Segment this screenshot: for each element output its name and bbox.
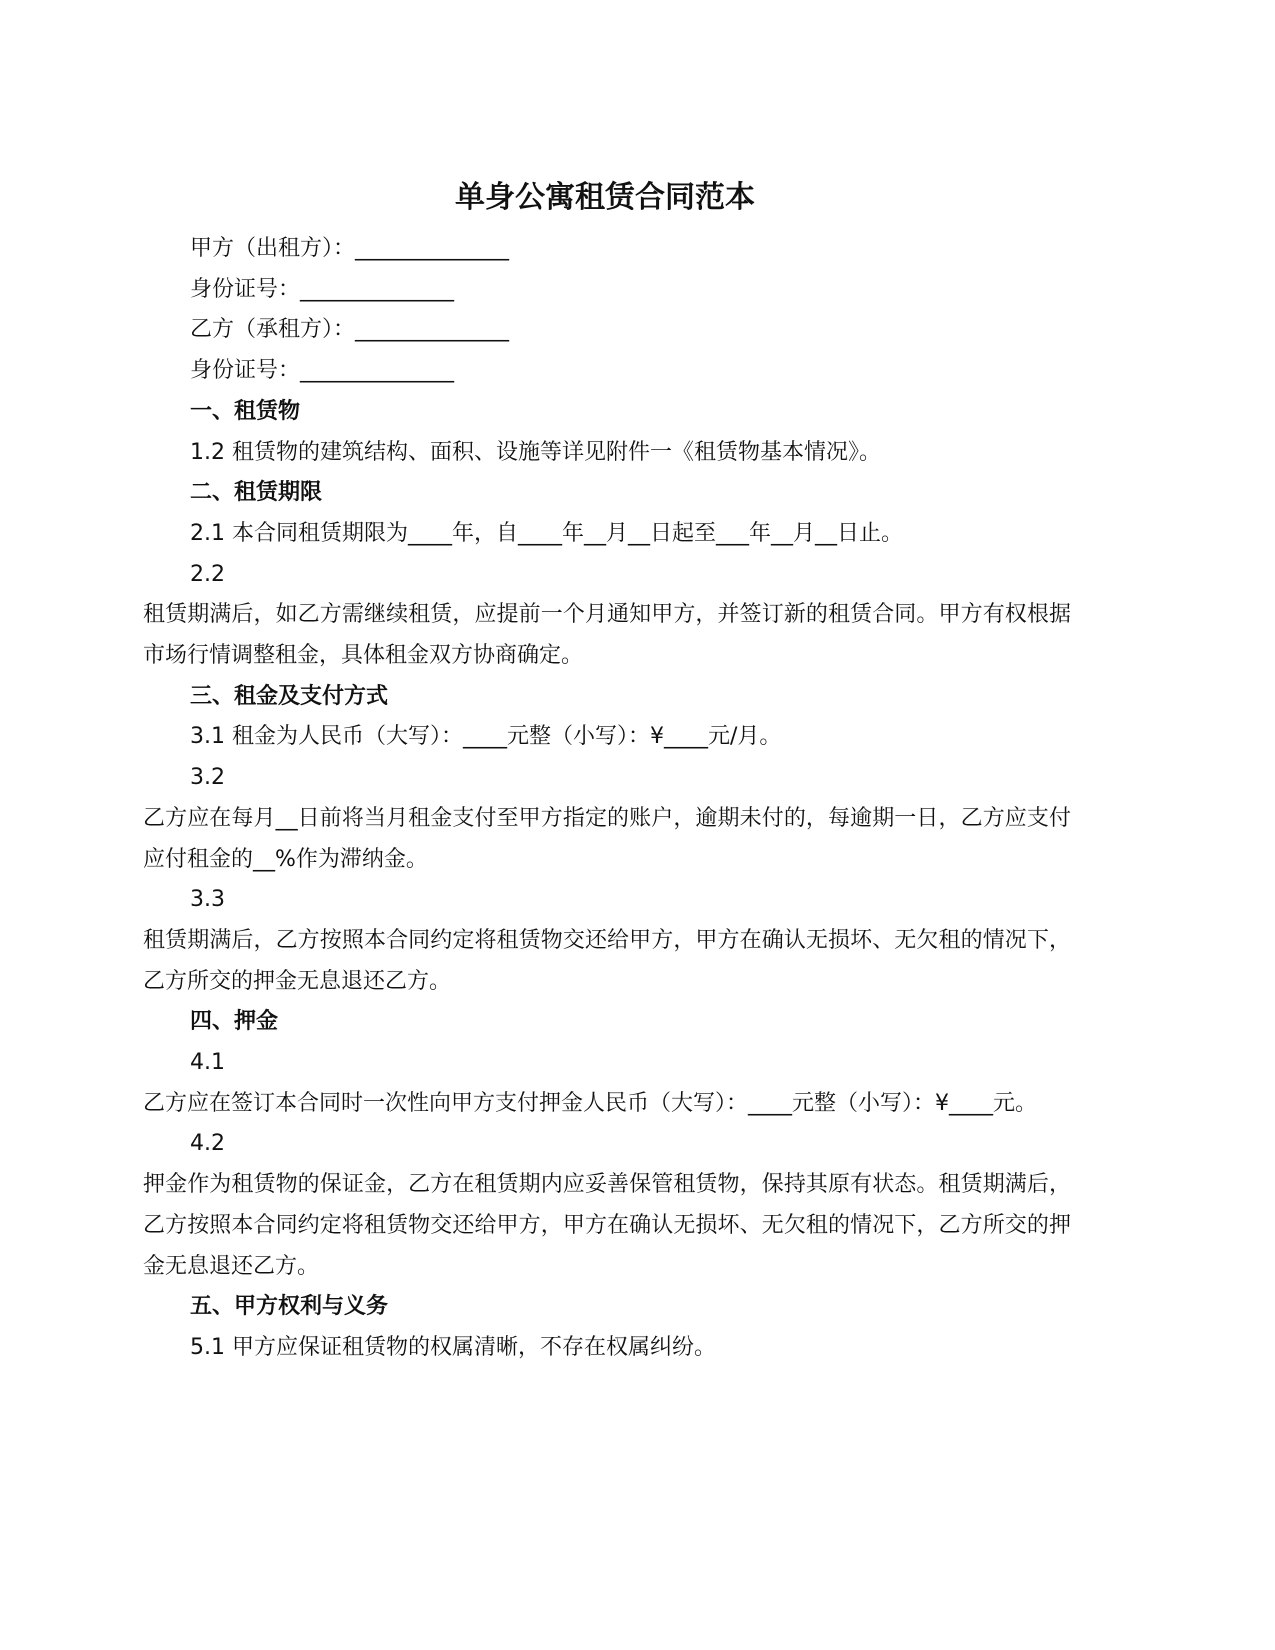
clause-number: 3.2 (190, 765, 225, 791)
clause: 2.1 本合同租赁期限为____年，自____年__月__日起至___年__月__日止。 (190, 520, 903, 546)
section-heading: 二、租赁期限 (190, 480, 323, 506)
clause: 3.1 租金为人民币（大写）：____元整（小写）：¥____元/月。 (190, 724, 782, 750)
section-heading: 一、租赁物 (190, 398, 301, 424)
party-a-id-field: 身份证号：______________ (190, 276, 455, 302)
clause-number: 4.1 (190, 1050, 225, 1076)
party-b-field: 乙方（承租方）：______________ (190, 317, 510, 343)
section-heading: 五、甲方权利与义务 (190, 1294, 389, 1320)
clause-number: 4.2 (190, 1131, 225, 1157)
section-heading: 四、押金 (190, 1009, 279, 1035)
clause-body: 乙方应在签订本合同时一次性向甲方支付押金人民币（大写）：____元整（小写）：¥____元。 (143, 1090, 1037, 1116)
clause-body: 租赁期满后，乙方按照本合同约定将租赁物交还给甲方，甲方在确认无损坏、无欠租的情况下，乙方所交的押金无息退还乙方。 (143, 927, 1071, 994)
clause-number: 2.2 (190, 561, 225, 587)
document-title: 单身公寓租赁合同范本 (455, 180, 755, 215)
clause-body: 押金作为租赁物的保证金，乙方在租赁期内应妥善保管租赁物，保持其原有状态。租赁期满后，乙方按照本合同约定将租赁物交还给甲方，甲方在确认无损坏、无欠租的情况下，乙方所交的押金无息退还乙方。 (143, 1172, 1071, 1279)
party-b-id-field: 身份证号：______________ (190, 358, 455, 384)
clause: 1.2 租赁物的建筑结构、面积、设施等详见附件一《租赁物基本情况》。 (190, 439, 881, 465)
party-a-field: 甲方（出租方）：______________ (190, 236, 510, 261)
document-body (143, 229, 1071, 1369)
clause-number: 3.3 (190, 887, 225, 913)
clause: 5.1 甲方应保证租赁物的权属清晰，不存在权属纠纷。 (190, 1334, 716, 1360)
clause-body: 乙方应在每月__日前将当月租金支付至甲方指定的账户，逾期未付的，每逾期一日，乙方应支付应付租金的__%作为滞纳金。 (143, 805, 1071, 872)
section-heading: 三、租金及支付方式 (190, 683, 389, 709)
clause-body: 租赁期满后，如乙方需继续租赁，应提前一个月通知甲方，并签订新的租赁合同。甲方有权根据市场行情调整租金，具体租金双方协商确定。 (143, 602, 1071, 669)
